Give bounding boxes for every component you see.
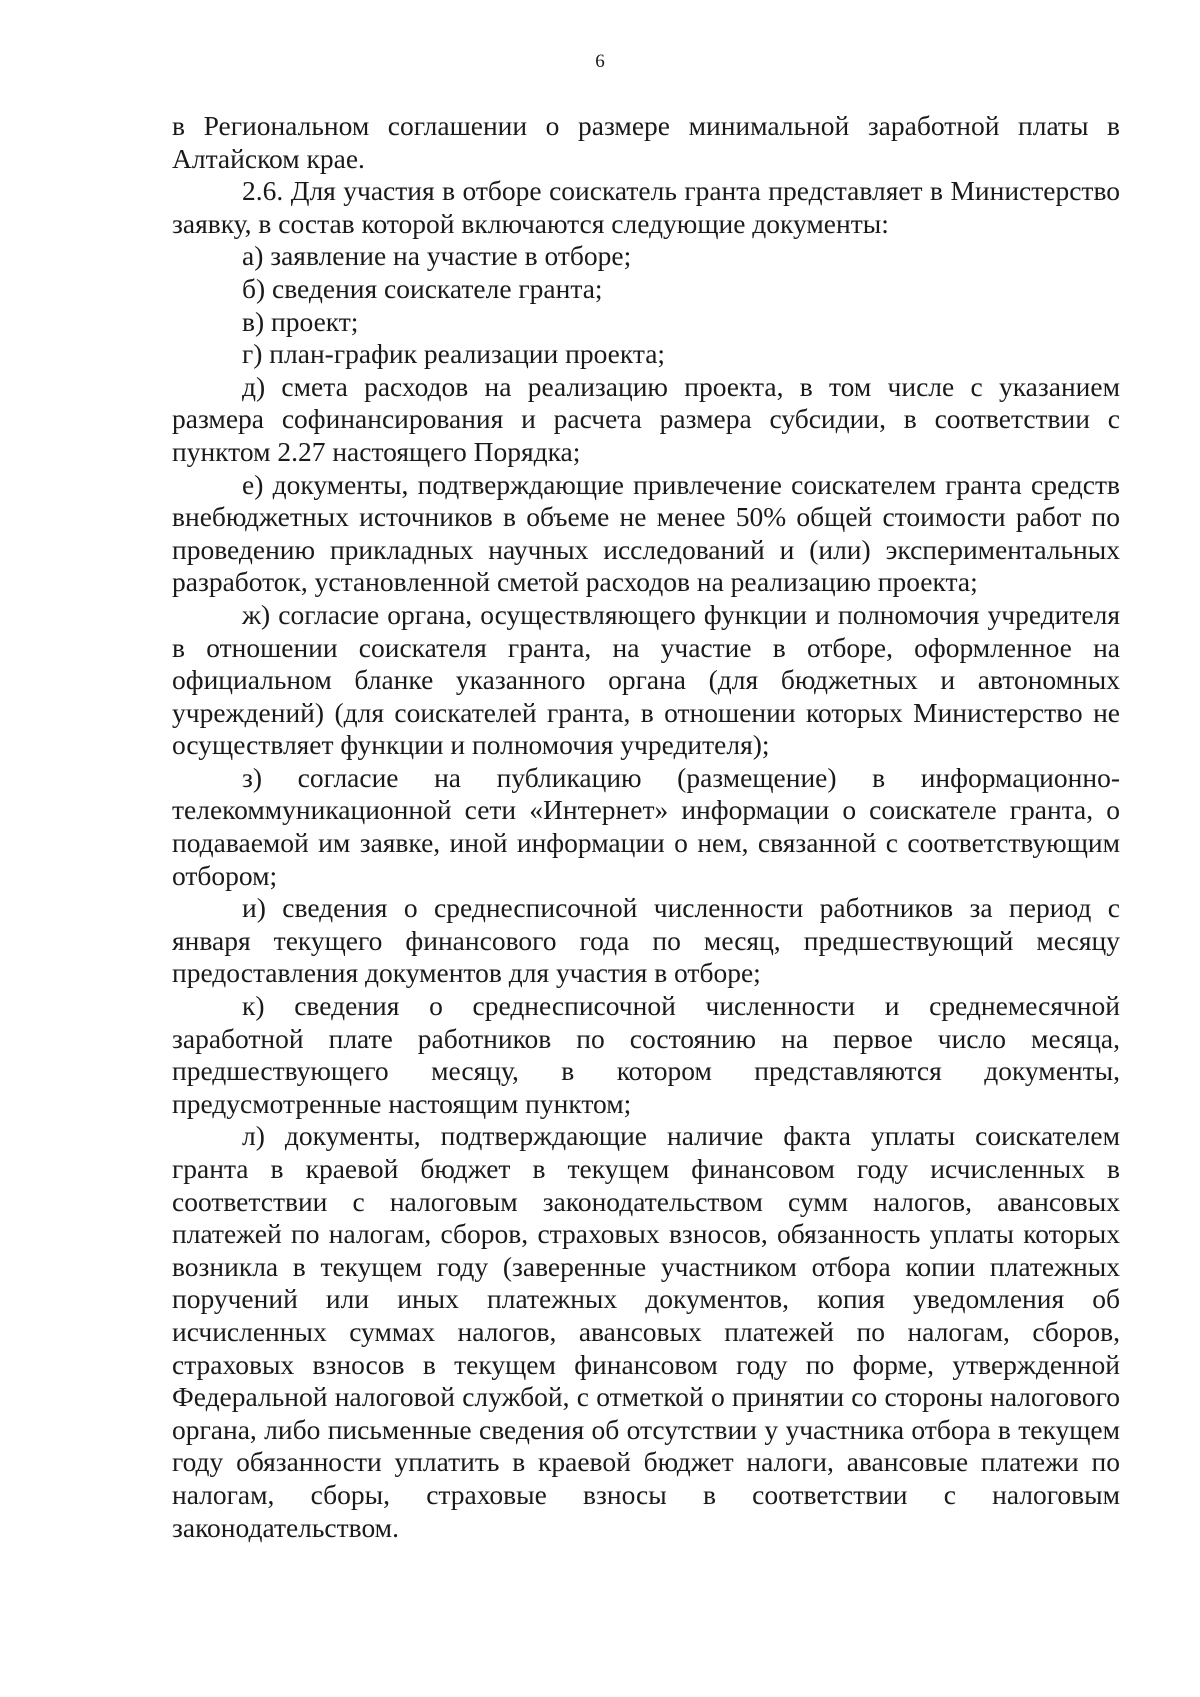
paragraph-continuation: в Региональном соглашении о размере минимальной заработной платы в Алтайском крае. [172,110,1120,174]
paragraph-item-v: в) проект; [242,305,359,337]
paragraph-item-zh: ж) согласие органа, осуществляющего функции и полномочия учредителя в отношении соискателя гранта, на участие в отборе, оформленное на официальном бланке указанного органа (для бюджетных и автономных учреждений) (для соискателей гранта, в отношении которых Министерство не осуществляет функции и полномочия учредителя); [172,598,1120,761]
page-number: 6 [595,51,605,72]
paragraph-item-e: е) документы, подтверждающие привлечение соискателем гранта средств внебюджетных источников в объеме не менее 50% общей стоимости работ по проведению прикладных научных исследований и (или) экспериментальных разработок, установленной сметой расходов на реализацию проекта; [172,468,1120,598]
paragraph-item-d: д) смета расходов на реализацию проекта, в том числе с указанием размера софинансирования и расчета размера субсидии, в соответствии с пунктом 2.27 настоящего Порядка; [172,370,1120,467]
paragraph-item-k: к) сведения о среднесписочной численности и среднемесячной заработной плате работников по состоянию на первое число месяца, предшествующего месяцу, в котором представляются документы, предусмотренные настоящим пунктом; [172,990,1120,1119]
paragraph-item-g: г) план-график реализации проекта; [242,338,666,370]
paragraph-clause-2-6: 2.6. Для участия в отборе соискатель гранта представляет в Министерство заявку, в состав которой включаются следующие документы: [172,175,1120,239]
document-body [172,110,1120,1544]
paragraph-item-a: а) заявление на участие в отборе; [242,240,632,272]
paragraph-item-i: и) сведения о среднесписочной численности работников за период с января текущего финансового года по месяц, предшествующий месяцу предоставления документов для участия в отборе; [172,892,1120,989]
paragraph-item-l: л) документы, подтверждающие наличие факта уплаты соискателем гранта в краевой бюджет в текущем финансовом году исчисленных в соответствии с налоговым законодательством сумм налогов, авансовых платежей по налогам, сборов, страховых взносов, обязанность уплаты которых возникла в текущем году (заверенные участником отбора копии платежных поручений или иных платежных документов, копия уведомления об исчисленных суммах налогов, авансовых платежей по налогам, сборов, страховых взносов в текущем финансовом году по форме, утвержденной Федеральной налоговой службой, с отметкой о принятии со стороны налогового органа, либо письменные сведения об отсутствии у участника отбора в текущем году обязанности уплатить в краевой бюджет налоги, авансовые платежи по налогам, сборы, страховые взносы в соответствии с налоговым законодательством. [172,1120,1120,1543]
paragraph-item-b: б) сведения соискателе гранта; [242,272,603,304]
paragraph-item-z: з) согласие на публикацию (размещение) в информационно-телекоммуникационной сети «Интернет» информации о соискателе гранта, о подаваемой им заявке, иной информации о нем, связанной с соответствующим отбором; [172,761,1120,891]
